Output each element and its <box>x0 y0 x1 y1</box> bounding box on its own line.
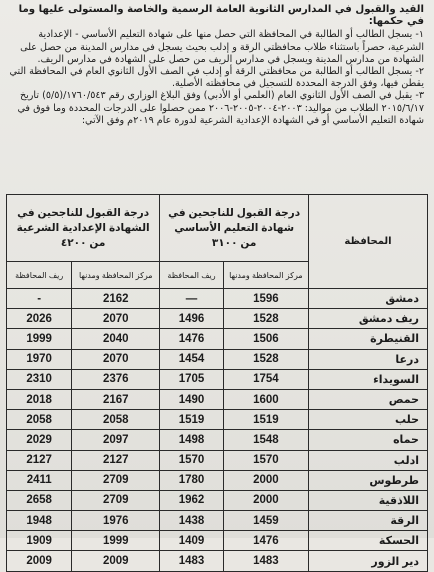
basic-center-cell: 1476 <box>223 531 308 551</box>
sharia-rural-cell: 1909 <box>7 531 72 551</box>
sharia-rural-cell: 1948 <box>7 511 72 531</box>
table-row <box>7 470 428 490</box>
table-row <box>7 511 428 531</box>
sharia-center-cell: 2058 <box>72 410 160 430</box>
sharia-center-cell: 2376 <box>72 369 160 389</box>
governorate-cell: السويداء <box>309 369 428 389</box>
table-row <box>7 410 428 430</box>
governorate-cell: ادلب <box>309 450 428 470</box>
basic-rural-cell: 1409 <box>160 531 224 551</box>
sharia-center-cell: 2709 <box>72 490 160 510</box>
governorate-cell: اللاذقية <box>309 490 428 510</box>
governorate-cell: الرقة <box>309 511 428 531</box>
sharia-cert-header: درجة القبول للناجحين في الشهادة الإعدادية الشرعية من ٤٢٠٠ <box>7 195 160 262</box>
basic-center-cell: 1528 <box>223 309 308 329</box>
sharia-center-cell: 2127 <box>72 450 160 470</box>
table-row <box>7 329 428 349</box>
sharia-rural-cell: 2658 <box>7 490 72 510</box>
sharia-rural-cell: 2018 <box>7 389 72 409</box>
table-row <box>7 531 428 551</box>
basic-rural-cell: 1962 <box>160 490 224 510</box>
sharia-center-cell: 2070 <box>72 309 160 329</box>
basic-rural-cell: 1438 <box>160 511 224 531</box>
sharia-center-cell: 2167 <box>72 389 160 409</box>
governorate-cell: حمص <box>309 389 428 409</box>
sharia-rural-cell: 2127 <box>7 450 72 470</box>
basic-center-cell: 1519 <box>223 410 308 430</box>
intro-paragraph-3: ٣- يقبل في الصف الأول الثانوي العام (العلمي أو الأدبي) وفق البلاغ الوزاري رقم ١٧٦٠/٥٤٣/(٥/٥) تاريخ ٢٠١٥/٦/١٧ الطلاب من مواليد: ٢٠٠٣-٢٠٠٤-٢٠٠٥-٢٠٠٦ ممن حصلوا على الدرجات المحددة وما فوق في شهادة التعليم الأساسي أو في الشهادة الإعدادية الشرعية لدورة عام ٢٠١٩م وفق الآتي: <box>17 90 424 126</box>
sharia-rural-cell: 2026 <box>7 309 72 329</box>
governorate-cell: حماه <box>309 430 428 450</box>
admission-grades-table <box>6 194 428 572</box>
table-row <box>7 490 428 510</box>
table-row <box>7 289 428 309</box>
basic-rural-cell: 1454 <box>160 349 224 369</box>
basic-center-cell: 1459 <box>223 511 308 531</box>
basic-center-cell: 1528 <box>223 349 308 369</box>
table-row <box>7 389 428 409</box>
basic-rural-cell: 1496 <box>160 309 224 329</box>
table-row <box>7 369 428 389</box>
table-row <box>7 309 428 329</box>
basic-rural-cell: 1570 <box>160 450 224 470</box>
sharia-rural-cell: 1970 <box>7 349 72 369</box>
basic-center-subheader: مركز المحافظة ومدنها <box>223 262 308 289</box>
governorate-cell: طرطوس <box>309 470 428 490</box>
sharia-center-cell: 2162 <box>72 289 160 309</box>
sharia-rural-cell: 2310 <box>7 369 72 389</box>
table-row <box>7 430 428 450</box>
sharia-center-cell: 2040 <box>72 329 160 349</box>
basic-center-cell: 1570 <box>223 450 308 470</box>
basic-rural-cell: 1476 <box>160 329 224 349</box>
sharia-rural-cell: 1999 <box>7 329 72 349</box>
governorate-cell: دمشق <box>309 289 428 309</box>
intro-paragraph-1: ١- يسجل الطالب أو الطالبة في المحافظة التي حصل منها على شهادة التعليم الأساسي - الإعدادية الشرعية، حصراً باستثناء طلاب محافظتي الرقة و إدلب بحيث يسجل في مدارس المدينة من حصل على الشهادة من مدارس المدينة ويسجل في مدارس الريف من حصل على الشهادة في مدارس الريف. <box>20 29 424 65</box>
basic-rural-cell: 1483 <box>160 551 224 571</box>
sharia-rural-subheader: ريف المحافظة <box>7 262 72 289</box>
governorate-header: المحافظة <box>309 195 428 289</box>
basic-cert-header: درجة القبول للناجحين في شهادة التعليم الأساسي من ٣١٠٠ <box>160 195 309 262</box>
sharia-center-cell: 2009 <box>72 551 160 571</box>
basic-rural-cell: 1490 <box>160 389 224 409</box>
basic-center-cell: 1548 <box>223 430 308 450</box>
basic-center-cell: 2000 <box>223 470 308 490</box>
sharia-rural-cell: 2411 <box>7 470 72 490</box>
intro-heading: القيد والقبول في المدارس الثانوية العامة الرسمية والخاصة والمستولى عليها وما في حكمها: <box>18 4 424 28</box>
basic-rural-cell: 1498 <box>160 430 224 450</box>
basic-center-cell: 2000 <box>223 490 308 510</box>
governorate-cell: حلب <box>309 410 428 430</box>
intro-text <box>6 4 428 127</box>
basic-center-cell: 1483 <box>223 551 308 571</box>
sharia-rural-cell: 2058 <box>7 410 72 430</box>
basic-center-cell: 1754 <box>223 369 308 389</box>
table-row <box>7 551 428 571</box>
governorate-cell: درعا <box>309 349 428 369</box>
basic-rural-cell: 1519 <box>160 410 224 430</box>
table-row <box>7 349 428 369</box>
sharia-rural-cell: 2029 <box>7 430 72 450</box>
governorate-cell: ريف دمشق <box>309 309 428 329</box>
table-body <box>7 289 428 572</box>
sharia-center-cell: 2709 <box>72 470 160 490</box>
sharia-center-subheader: مركز المحافظة ومدنها <box>72 262 160 289</box>
basic-rural-cell: — <box>160 289 224 309</box>
sharia-rural-cell: 2009 <box>7 551 72 571</box>
basic-center-cell: 1506 <box>223 329 308 349</box>
intro-paragraph-2: ٢- يسجل الطالب أو الطالبة من محافظتي الرقة أو إدلب في الصف الأول الثانوي العام في المحافظة التي يقطن فيها، وفق الدرجة المحددة للتسجيل في محافظته الأصلية. <box>9 66 424 90</box>
governorate-cell: دير الزور <box>309 551 428 571</box>
sharia-center-cell: 2070 <box>72 349 160 369</box>
basic-rural-cell: 1705 <box>160 369 224 389</box>
basic-rural-subheader: ريف المحافظة <box>160 262 224 289</box>
governorate-cell: القنيطرة <box>309 329 428 349</box>
table-row <box>7 450 428 470</box>
sharia-center-cell: 2097 <box>72 430 160 450</box>
sharia-center-cell: 1976 <box>72 511 160 531</box>
basic-center-cell: 1600 <box>223 389 308 409</box>
basic-rural-cell: 1780 <box>160 470 224 490</box>
governorate-cell: الحسكة <box>309 531 428 551</box>
basic-center-cell: 1596 <box>223 289 308 309</box>
sharia-center-cell: 1999 <box>72 531 160 551</box>
sharia-rural-cell: - <box>7 289 72 309</box>
